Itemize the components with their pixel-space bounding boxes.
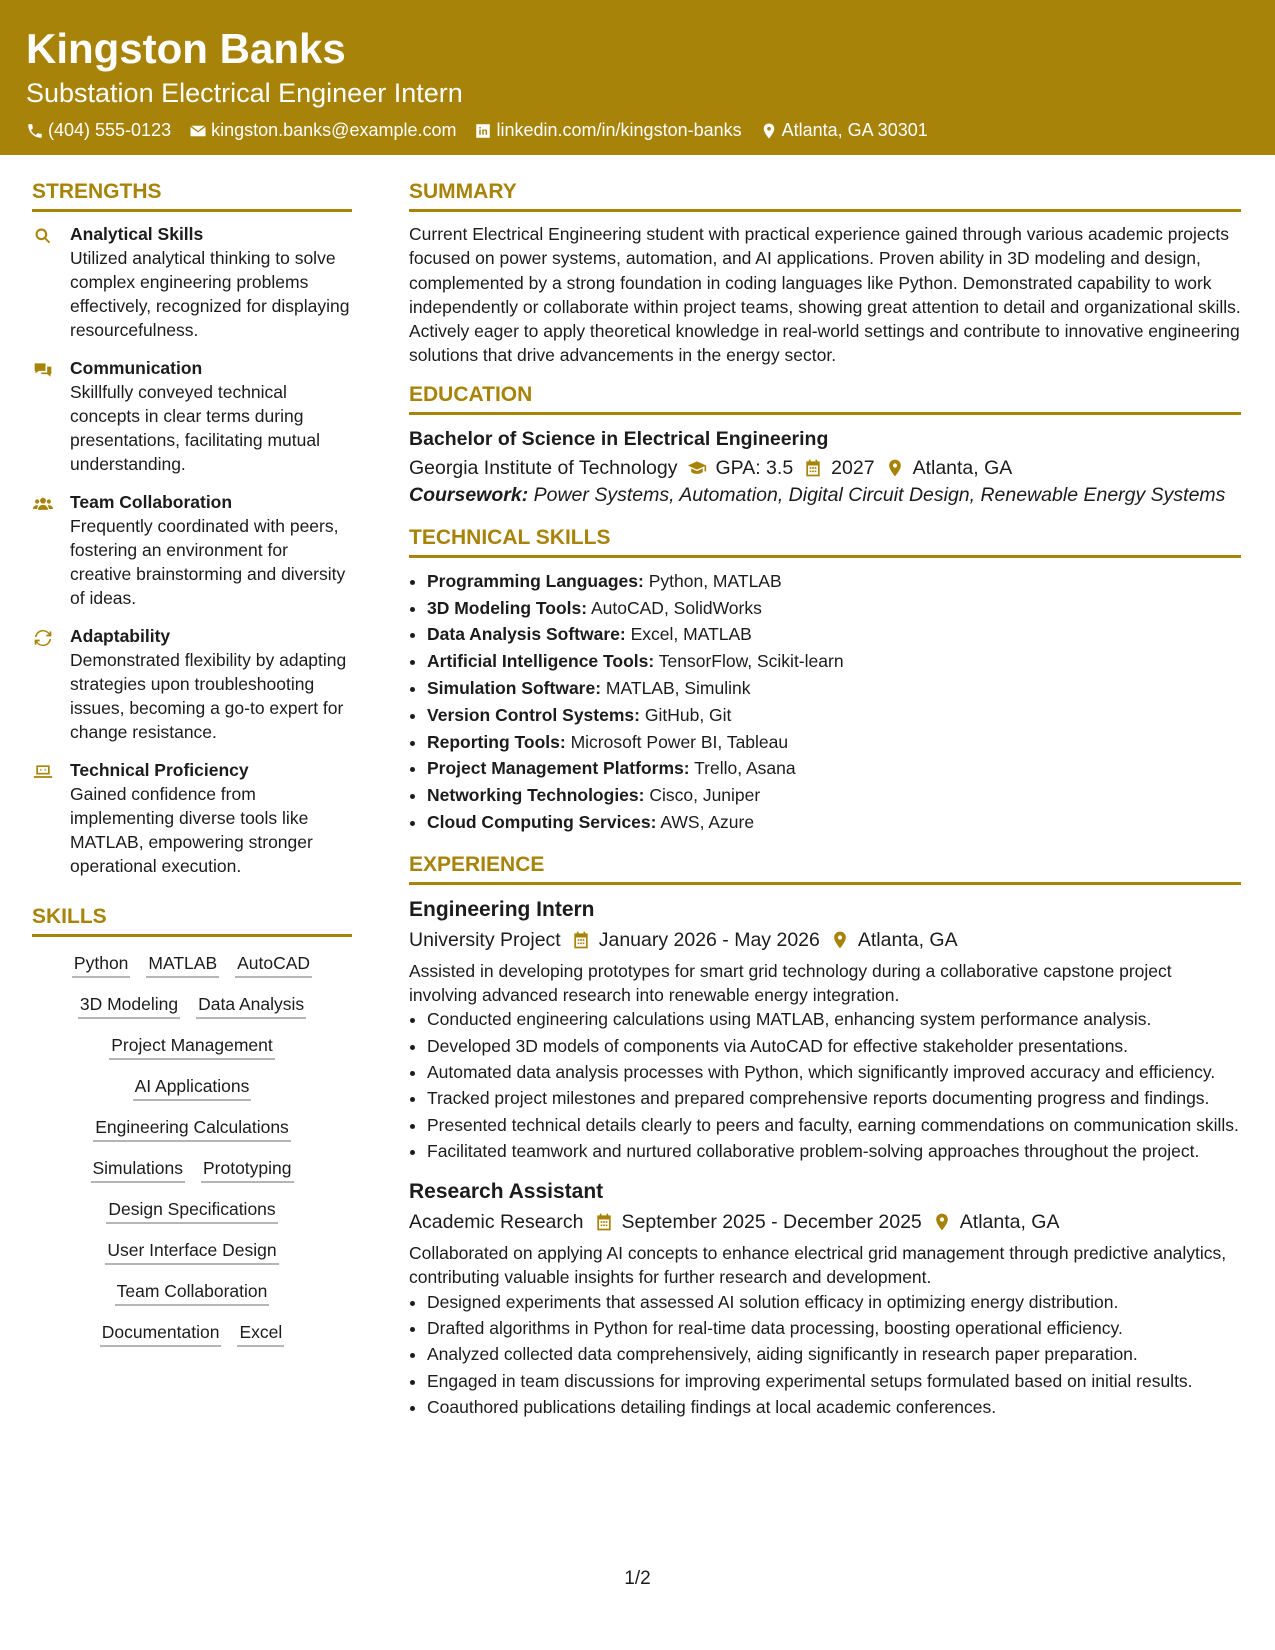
job-bullets [409, 1007, 1241, 1163]
resume-body [0, 155, 1275, 1433]
page-number: 1/2 [624, 1568, 651, 1589]
strength-title: Team Collaboration [70, 492, 233, 512]
technical-skill-value: TensorFlow, Scikit-learn [658, 651, 844, 672]
location-text: Atlanta, GA 30301 [781, 120, 928, 140]
contact-location [760, 120, 928, 141]
calendar-icon [594, 1212, 614, 1232]
sync-icon [32, 628, 54, 648]
technical-skill-item [427, 621, 1241, 648]
technical-skills-list [409, 568, 1241, 836]
strength-desc: Frequently coordinated with peers, fostering an environment for creative brainstorming and diversity of ideas. [70, 516, 346, 608]
education-heading: EDUCATION [409, 382, 1241, 415]
skills-row [42, 1240, 342, 1265]
technical-skill-value: Cisco, Juniper [649, 785, 761, 806]
coursework [409, 483, 1241, 507]
phone-text: (404) 555-0123 [48, 120, 172, 140]
job-description: Collaborated on applying AI concepts to enhance electrical grid management through predictive analytics, contributing valuable insights for further research and development. [409, 1243, 1227, 1288]
school-name: Georgia Institute of Technology [409, 456, 678, 479]
linkedin-icon [474, 122, 492, 140]
technical-skill-value: GitHub, Git [644, 704, 732, 725]
job-bullet: • Drafted algorithms in Python for real-time data processing, boosting operational efficiency. [427, 1316, 1241, 1340]
envelope-icon [189, 122, 207, 140]
job-bullet: • Presented technical details clearly to peers and faculty, earning commendations on communication skills. [427, 1113, 1241, 1137]
laptop-code-icon [32, 762, 54, 782]
technical-skill-label: Cloud Computing Services: [427, 811, 657, 832]
job-title: Engineering Intern [409, 897, 595, 921]
technical-skill-item [427, 782, 1241, 809]
skills-row [42, 1158, 342, 1183]
users-icon [32, 494, 54, 514]
job-location: Atlanta, GA [959, 1211, 1060, 1234]
technical-skill-item [427, 648, 1241, 675]
skill-tag: AI Applications [133, 1076, 252, 1101]
technical-skill-label: Version Control Systems: [427, 704, 640, 725]
skill-tag: Design Specifications [106, 1199, 277, 1224]
experience-list [409, 895, 1241, 1419]
technical-skill-item [427, 755, 1241, 782]
technical-skill-item [427, 595, 1241, 622]
left-column [32, 155, 352, 1433]
strength-title: Analytical Skills [70, 224, 204, 244]
coursework-label: Coursework: [409, 483, 529, 506]
technical-skill-value: Trello, Asana [694, 758, 796, 779]
technical-skill-item [427, 729, 1241, 756]
technical-skill-item [427, 568, 1241, 595]
experience-entry [409, 1177, 1241, 1419]
coursework-list: Power Systems, Automation, Digital Circuit Design, Renewable Energy Systems [533, 483, 1226, 506]
job-bullet: • Facilitated teamwork and nurtured collaborative problem-solving approaches throughout the project. [427, 1139, 1241, 1163]
technical-skill-item [427, 809, 1241, 836]
technical-skill-label: 3D Modeling Tools: [427, 597, 588, 618]
experience-entry [409, 895, 1241, 1163]
gpa-text: GPA: 3.5 [715, 456, 794, 479]
technical-skill-value: Python, MATLAB [648, 570, 782, 591]
skill-tag: Team Collaboration [115, 1281, 270, 1306]
graduation-year: 2027 [831, 456, 875, 479]
search-icon [32, 226, 54, 246]
education-location: Atlanta, GA [912, 456, 1013, 479]
job-dates: September 2025 - December 2025 [621, 1211, 922, 1234]
job-location: Atlanta, GA [857, 928, 958, 951]
chat-bubbles-icon [32, 360, 54, 380]
technical-skill-label: Data Analysis Software: [427, 624, 626, 645]
skills-cloud [32, 947, 352, 1347]
skill-tag: Project Management [109, 1035, 274, 1060]
strength-title: Adaptability [70, 626, 171, 646]
strengths-heading: STRENGTHS [32, 179, 352, 212]
technical-skill-label: Programming Languages: [427, 570, 644, 591]
skills-heading: SKILLS [32, 904, 352, 937]
skills-row [42, 953, 342, 978]
strength-desc: Utilized analytical thinking to solve complex engineering problems effectively, recognized for displaying resourcefulness. [70, 248, 350, 340]
phone-icon [26, 122, 44, 140]
education-meta [409, 453, 1241, 483]
job-bullet: • Tracked project milestones and prepared comprehensive reports documenting progress and findings. [427, 1086, 1241, 1110]
summary-heading: SUMMARY [409, 179, 1241, 212]
skill-tag: Data Analysis [196, 994, 306, 1019]
skill-tag: Prototyping [201, 1158, 294, 1183]
technical-skill-value: AWS, Azure [660, 811, 755, 832]
candidate-title: Substation Electrical Engineer Intern [26, 78, 463, 108]
experience-heading: EXPERIENCE [409, 852, 1241, 885]
job-bullet: • Analyzed collected data comprehensively, aiding significantly in research paper preparation. [427, 1342, 1241, 1366]
skill-tag: Python [72, 953, 130, 978]
skill-tag: Documentation [100, 1322, 222, 1347]
map-pin-icon [932, 1212, 952, 1232]
skill-tag: AutoCAD [235, 953, 312, 978]
technical-skill-value: Excel, MATLAB [630, 624, 752, 645]
skill-tag: Excel [237, 1322, 284, 1347]
technical-skill-label: Simulation Software: [427, 677, 602, 698]
degree-title: Bachelor of Science in Electrical Engineering [409, 427, 829, 450]
contact-phone [26, 120, 171, 141]
skill-tag: 3D Modeling [78, 994, 180, 1019]
job-bullet: • Developed 3D models of components via AutoCAD for effective stakeholder presentations. [427, 1034, 1241, 1058]
job-bullet: • Automated data analysis processes with Python, which significantly improved accuracy and efficiency. [427, 1060, 1241, 1084]
map-pin-icon [830, 930, 850, 950]
strength-desc: Skillfully conveyed technical concepts in clear terms during presentations, facilitating mutual understanding. [70, 382, 320, 474]
right-column [409, 155, 1241, 1433]
contact-linkedin[interactable] [474, 120, 741, 141]
skills-row [42, 1322, 342, 1347]
technical-skill-item [427, 702, 1241, 729]
job-organization: University Project [409, 928, 561, 951]
skill-tag: Simulations [91, 1158, 185, 1183]
strength-item [32, 758, 352, 878]
strength-desc: Gained confidence from implementing diverse tools like MATLAB, empowering stronger operational execution. [70, 784, 313, 876]
skills-row [42, 994, 342, 1019]
calendar-icon [571, 930, 591, 950]
job-organization: Academic Research [409, 1211, 584, 1234]
job-bullet: • Conducted engineering calculations using MATLAB, enhancing system performance analysis. [427, 1007, 1241, 1031]
technical-skill-label: Networking Technologies: [427, 785, 645, 806]
candidate-name: Kingston Banks [26, 25, 346, 72]
skills-row [42, 1076, 342, 1101]
technical-skill-value: AutoCAD, SolidWorks [591, 597, 762, 618]
skills-row [42, 1199, 342, 1224]
job-dates: January 2026 - May 2026 [598, 928, 820, 951]
skill-tag: Engineering Calculations [93, 1117, 291, 1142]
strength-item [32, 222, 352, 342]
job-bullet: • Engaged in team discussions for improving experimental setups formulated based on initial results. [427, 1369, 1241, 1393]
technical-skill-value: Microsoft Power BI, Tableau [570, 731, 789, 752]
skill-tag: User Interface Design [105, 1240, 278, 1265]
job-bullet: • Designed experiments that assessed AI solution efficacy in optimizing energy distribution. [427, 1290, 1241, 1314]
technical-skill-label: Artificial Intelligence Tools: [427, 651, 655, 672]
skills-row [42, 1117, 342, 1142]
strengths-list [32, 222, 352, 878]
skill-tag: MATLAB [146, 953, 219, 978]
technical-skill-label: Reporting Tools: [427, 731, 566, 752]
technical-skill-value: MATLAB, Simulink [605, 677, 751, 698]
job-description: Assisted in developing prototypes for smart grid technology during a collaborative capstone project involving advanced research into renewable energy integration. [409, 960, 1172, 1006]
strength-desc: Demonstrated flexibility by adapting strategies upon troubleshooting issues, becoming a go-to expert for change resistance. [70, 650, 347, 742]
contact-email[interactable] [189, 120, 456, 141]
calendar-icon [803, 458, 823, 478]
technical-skill-item [427, 675, 1241, 702]
strength-item [32, 490, 352, 610]
job-meta [409, 925, 1241, 955]
technical-skills-heading: TECHNICAL SKILLS [409, 525, 1241, 558]
resume-header [0, 0, 1275, 155]
linkedin-text[interactable]: linkedin.com/in/kingston-banks [496, 120, 742, 140]
strength-item [32, 356, 352, 476]
strength-title: Communication [70, 358, 203, 378]
skills-row [42, 1281, 342, 1306]
strength-item [32, 624, 352, 744]
contact-bar [26, 120, 1249, 141]
email-text[interactable]: kingston.banks@example.com [211, 120, 457, 140]
map-pin-icon [885, 458, 905, 478]
job-meta [409, 1207, 1241, 1237]
skills-row [42, 1035, 342, 1060]
job-bullet: • Coauthored publications detailing findings at local academic conferences. [427, 1395, 1241, 1419]
technical-skill-label: Project Management Platforms: [427, 758, 690, 779]
summary-text: Current Electrical Engineering student with practical experience gained through various academic projects focused on power systems, automation, and AI applications. Proven ability in 3D modeling and design, complemented by a strong foundation in coding languages like Python. Demonstrated capability to work independently or collaborate within project teams, showing great attention to detail and organizational skills. Actively eager to apply theoretical knowledge in real-world settings and contribute to innovative engineering solutions that drive advancements in the energy sector. [409, 224, 1241, 366]
job-bullets [409, 1290, 1241, 1419]
map-pin-icon [760, 122, 778, 140]
graduation-cap-icon [687, 458, 707, 478]
strength-title: Technical Proficiency [70, 760, 249, 780]
job-title: Research Assistant [409, 1180, 604, 1204]
